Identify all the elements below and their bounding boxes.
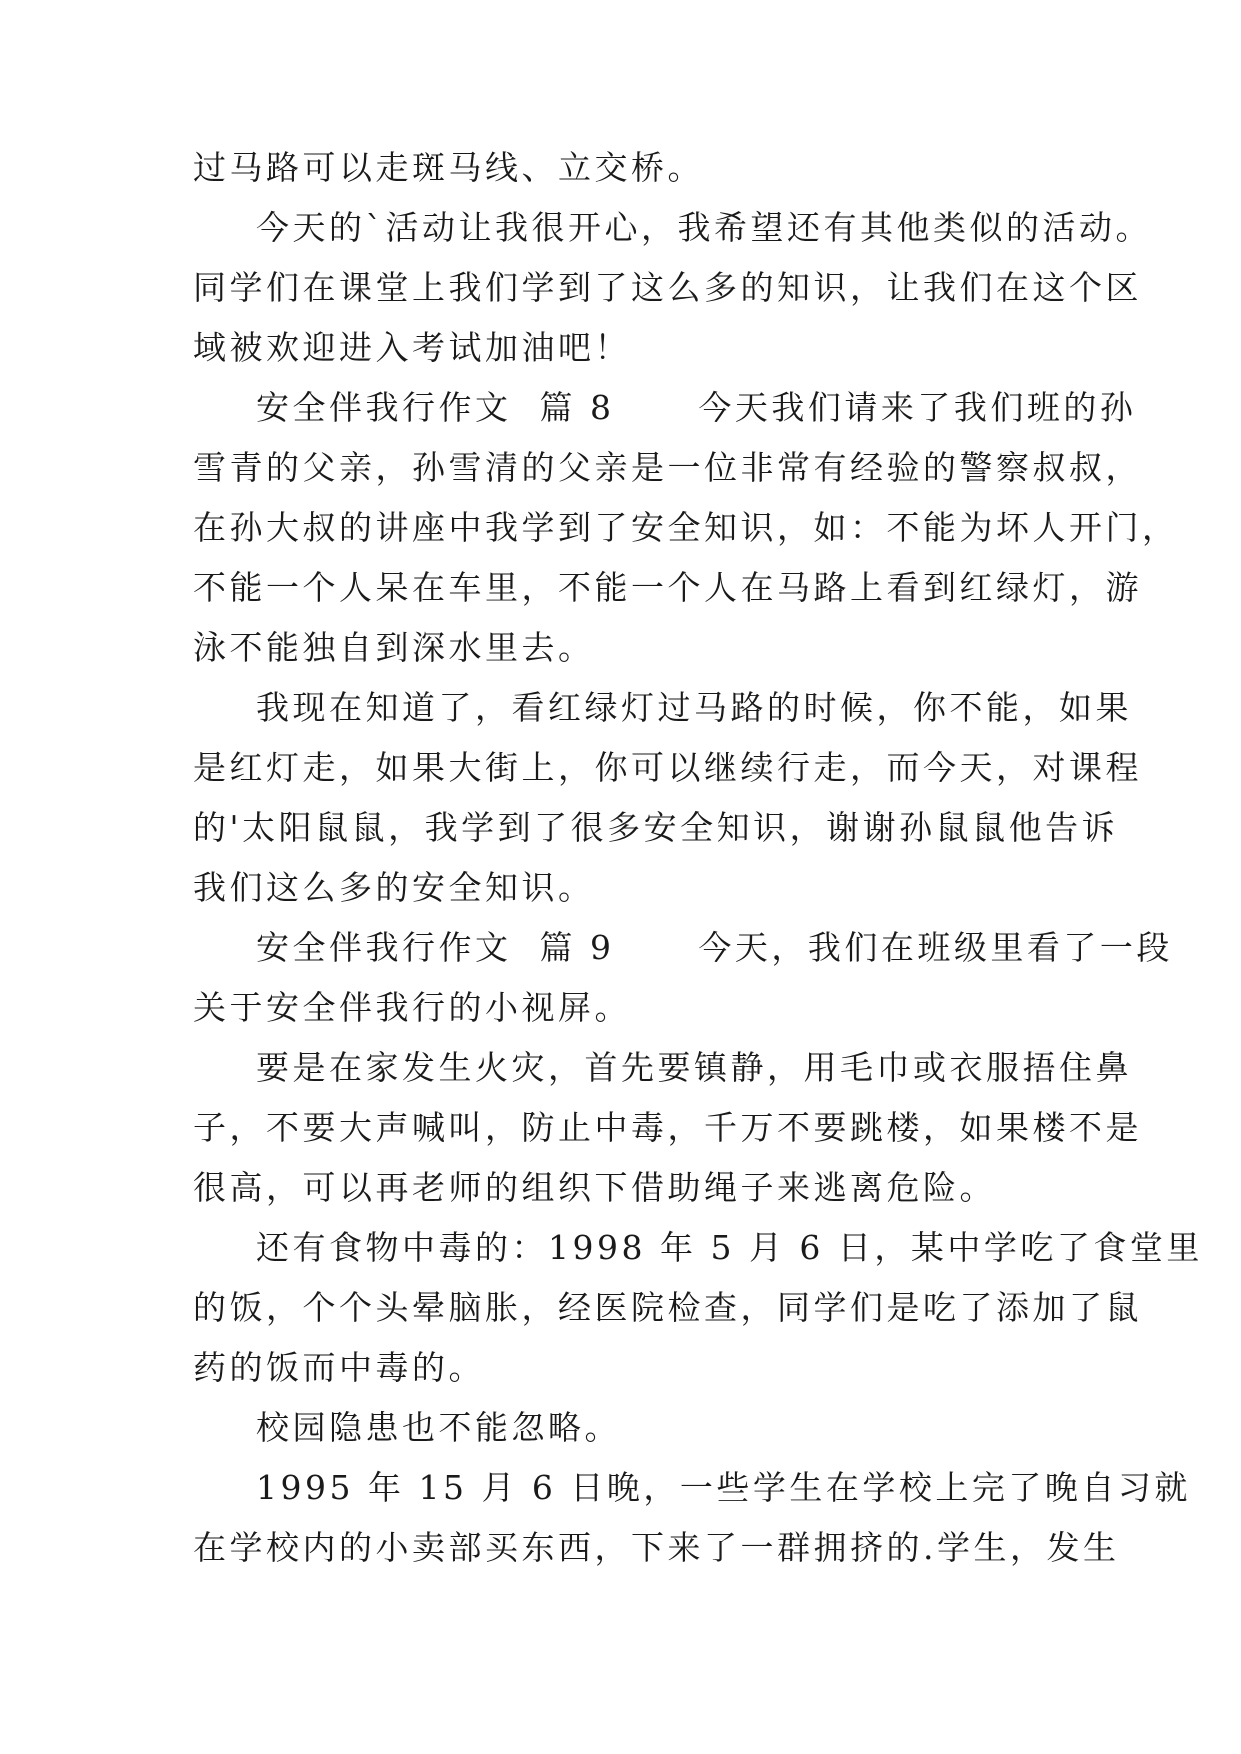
paragraph-start: 校园隐患也不能忽略。	[256, 1408, 621, 1447]
text-line: 过马路可以走斑马线、立交桥。	[193, 148, 704, 187]
paragraph-start: 1995 年 15 月 6 日晚，一些学生在学校上完了晚自习就	[256, 1468, 1191, 1507]
essay-heading-9: 安全伴我行作文 篇 9 今天，我们在班级里看了一段	[256, 928, 1173, 967]
text-line: 在学校内的小卖部买东西，下来了一群拥挤的.学生，发生	[193, 1528, 1120, 1567]
text-line: 不能一个人呆在车里，不能一个人在马路上看到红绿灯，游	[193, 568, 1142, 607]
text-line: 同学们在课堂上我们学到了这么多的知识，让我们在这个区	[193, 268, 1142, 307]
paragraph-start: 还有食物中毒的：1998 年 5 月 6 日，某中学吃了食堂里	[256, 1228, 1203, 1267]
text-line: 在孙大叔的讲座中我学到了安全知识，如：不能为坏人开门，	[193, 508, 1179, 547]
text-line: 子，不要大声喊叫，防止中毒，千万不要跳楼，如果楼不是	[193, 1108, 1142, 1147]
paragraph-start: 今天的`活动让我很开心，我希望还有其他类似的活动。	[256, 208, 1152, 247]
text-line: 很高，可以再老师的组织下借助绳子来逃离危险。	[193, 1168, 996, 1207]
essay-heading-8: 安全伴我行作文 篇 8 今天我们请来了我们班的孙	[256, 388, 1137, 427]
text-line: 域被欢迎进入考试加油吧！	[193, 328, 631, 367]
text-line: 雪青的父亲，孙雪清的父亲是一位非常有经验的警察叔叔，	[193, 448, 1142, 487]
text-line: 药的饭而中毒的。	[193, 1348, 485, 1387]
paragraph-start: 要是在家发生火灾，首先要镇静，用毛巾或衣服捂住鼻	[256, 1048, 1132, 1087]
text-line: 我们这么多的安全知识。	[193, 868, 595, 907]
text-line: 的饭，个个头晕脑胀，经医院检查，同学们是吃了添加了鼠	[193, 1288, 1142, 1327]
paragraph-start: 我现在知道了，看红绿灯过马路的时候，你不能，如果	[256, 688, 1132, 727]
text-line: 是红灯走，如果大街上，你可以继续行走，而今天，对课程	[193, 748, 1142, 787]
text-line: 关于安全伴我行的小视屏。	[193, 988, 631, 1027]
text-line: 的'太阳鼠鼠，我学到了很多安全知识，谢谢孙鼠鼠他告诉	[193, 808, 1119, 847]
text-line: 泳不能独自到深水里去。	[193, 628, 595, 667]
